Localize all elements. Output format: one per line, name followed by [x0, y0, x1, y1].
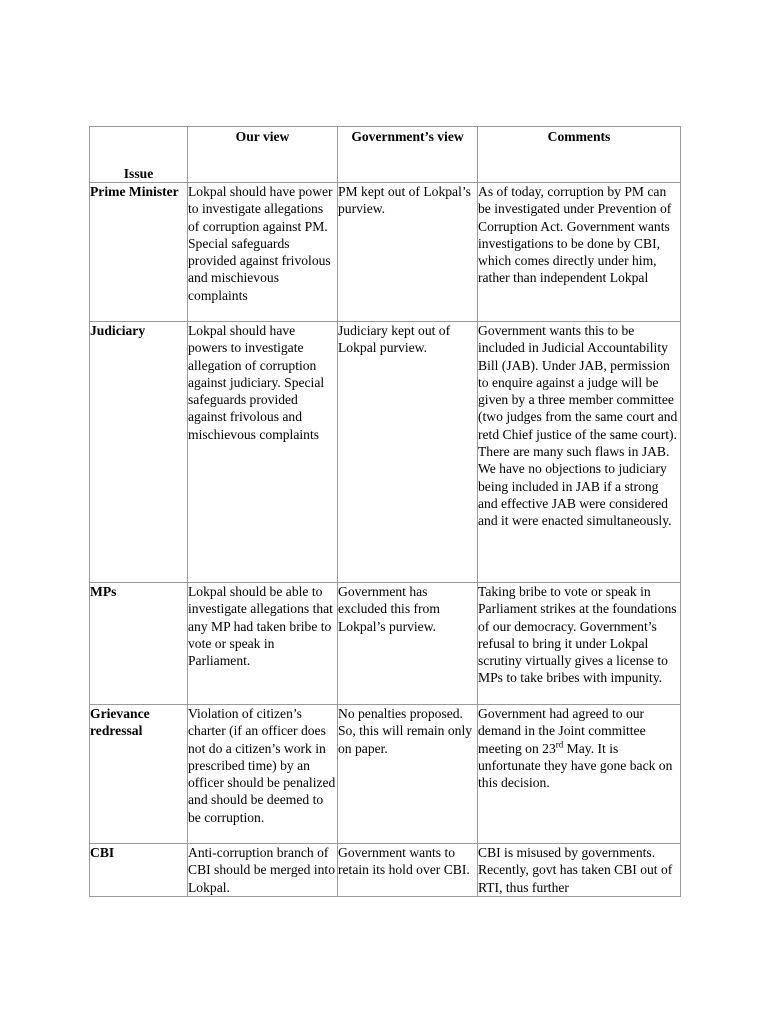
our-view-cell: [188, 322, 338, 583]
comments-text-part: May. It is unfortunate they have gone back on this decision.: [478, 740, 673, 791]
table-row: [90, 183, 681, 322]
government-view-cell: [338, 705, 478, 844]
comparison-table: [89, 126, 681, 897]
comments-text: CBI is misused by governments. Recently, govt has taken CBI out of RTI, thus further: [478, 845, 673, 895]
header-issue-label: Issue: [123, 165, 154, 181]
issue-cell: [90, 183, 188, 322]
comments-text: Government wants this to be included in Judicial Accountability Bill (JAB). Under JAB, permission to enquire against a judge will be given by a three member committee (two judges from the same court and retd Chief justice of the same court). There are many such flaws in JAB. We have no objections to judiciary being included in JAB if a strong and effective JAB were considered and it were enacted simultaneously.: [478, 323, 678, 529]
issue-label: Prime Minister: [90, 184, 179, 199]
issue-cell: [90, 844, 188, 897]
comments-cell: [478, 322, 681, 583]
header-comments: Comments: [478, 127, 681, 183]
issue-cell: [90, 583, 188, 705]
table-row: [90, 844, 681, 897]
table-row: [90, 322, 681, 583]
government-view-cell: [338, 183, 478, 322]
table-row: [90, 705, 681, 844]
comments-text: [478, 705, 680, 791]
government-view-text: Government wants to retain its hold over CBI.: [338, 845, 470, 878]
issue-label: Judiciary: [90, 323, 146, 338]
table-header-row: [90, 127, 681, 183]
our-view-text: Lokpal should be able to investigate allegations that any MP had taken bribe to vote or speak in Parliament.: [188, 584, 333, 669]
issue-label: MPs: [90, 584, 117, 599]
our-view-cell: [188, 844, 338, 897]
table-row: [90, 583, 681, 705]
government-view-text: Government has excluded this from Lokpal’s purview.: [338, 584, 440, 634]
comments-cell: [478, 583, 681, 705]
issue-cell: [90, 322, 188, 583]
our-view-text: Lokpal should have power to investigate allegations of corruption against PM. Special safeguards provided against frivolous and mischievous complaints: [188, 184, 333, 303]
header-issue: [90, 127, 188, 183]
government-view-cell: [338, 844, 478, 897]
header-government-view: Government’s view: [338, 127, 478, 183]
comments-text-part: Government had agreed to our demand in the Joint committee meeting on 23: [478, 706, 646, 756]
comments-text: As of today, corruption by PM can be investigated under Prevention of Corruption Act. Government wants investigations to be done by CBI, which comes directly under him, rather than independent Lokpal: [478, 184, 672, 286]
comments-cell: [478, 705, 681, 844]
issue-cell: [90, 705, 188, 844]
government-view-cell: [338, 583, 478, 705]
issue-label: CBI: [90, 845, 115, 860]
our-view-text: Lokpal should have powers to investigate allegation of corruption against judiciary. Special safeguards provided against frivolous and mischievous complaints: [188, 323, 325, 442]
government-view-text: PM kept out of Lokpal’s purview.: [338, 184, 471, 217]
government-view-cell: [338, 322, 478, 583]
our-view-cell: [188, 705, 338, 844]
our-view-text: Anti-corruption branch of CBI should be merged into Lokpal.: [188, 845, 336, 895]
government-view-text: Judiciary kept out of Lokpal purview.: [338, 323, 451, 356]
government-view-text: No penalties proposed. So, this will remain only on paper.: [338, 706, 473, 756]
comments-text: Taking bribe to vote or speak in Parliament strikes at the foundations of our democracy. Government’s refusal to bring it under Lokpal scrutiny virtually gives a license to MPs to take bribes with impunity.: [478, 584, 677, 686]
our-view-text: Violation of citizen’s charter (if an officer does not do a citizen’s work in prescribed time) by an officer should be penalized and should be deemed to be corruption.: [188, 706, 336, 825]
our-view-cell: [188, 183, 338, 322]
comments-cell: [478, 844, 681, 897]
issue-label: Grievance redressal: [90, 706, 150, 739]
comments-cell: [478, 183, 681, 322]
ordinal-suffix: rd: [555, 739, 564, 750]
our-view-cell: [188, 583, 338, 705]
header-our-view: Our view: [188, 127, 338, 183]
